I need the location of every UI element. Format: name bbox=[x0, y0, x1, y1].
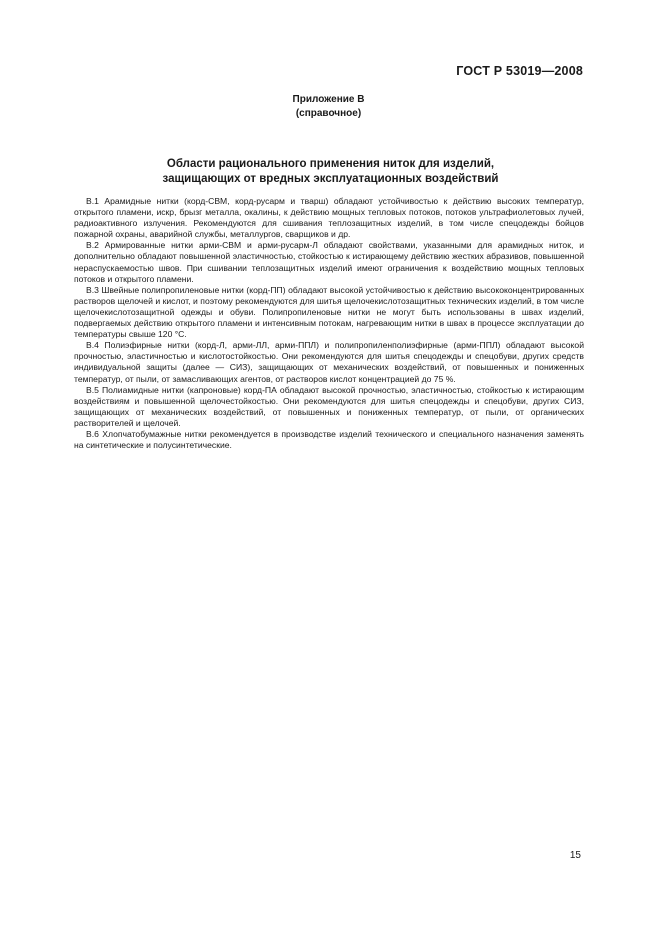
section-title bbox=[0, 157, 661, 186]
paragraph-b5: В.5 Полиамидные нитки (капроновые) корд-ПА обладают высокой прочностью, эластичностью, стойкостью к истирающим воздействиям и повышенной щелочестойкостью. Они рекомендуются для шитья спецодежды и спецобуви, других СИЗ, защищающих от механических воздействий, от повышенных и пониженных температур, от пыли, от органических растворителей и щелочей. bbox=[74, 384, 584, 428]
appendix-type: (справочное) bbox=[295, 108, 362, 119]
body-text bbox=[74, 196, 584, 451]
paragraph-b1: В.1 Арамидные нитки (корд-СВМ, корд-русарм и тварш) обладают устойчивостью к действию высоких температур, открытого пламени, искр, брызг металла, окалины, к действию мощных тепловых потоков, потоков ультрафиолетовых лучей, радиоактивного излучения. Рекомендуются для сшивания теплозащитных изделий, в том числе спецодежды бойцов пожарной охраны, аварийной службы, металлургов, сварщиков и др. bbox=[74, 196, 584, 240]
paragraph-b4: В.4 Полиэфирные нитки (корд-Л, арми-ЛЛ, арми-ППЛ) и полипропиленполиэфирные (арми-ППЛ) обладают высокой прочностью, эластичностью и кислотостойкостью. Они рекомендуются для шитья спецодежды и спецобуви, других средств индивидуальной защиты (далее — СИЗ), защищающих от механических воздействий, от повышенных и пониженных температур, от пыли, от замасливающих агентов, от растворов кислот концентрацией до 75 %. bbox=[74, 340, 584, 384]
paragraph-b6: В.6 Хлопчатобумажные нитки рекомендуется в производстве изделий технического и специального назначения заменять на синтетические и полусинтетические. bbox=[74, 428, 584, 451]
page-number: 15 bbox=[569, 850, 581, 861]
paragraph-b3: В.3 Швейные полипропиленовые нитки (корд-ПП) обладают высокой устойчивостью к действию высококонцентрированных растворов щелочей и кислот, и поэтому рекомендуются для шитья щелочекислотозащитных технических изделий, в том числе щелочекислотозащитной одежды и обуви. Полипропиленовые нитки не могут быть использованы в швах изделий, подвергаемых действию открытого пламени и интенсивным потокам, нагревающим нитки в швах в процессе эксплуатации до температуры свыше 120 °С. bbox=[74, 284, 584, 340]
paragraph-b2: В.2 Армированные нитки арми-СВМ и арми-русарм-Л обладают свойствами, указанными для арамидных ниток, и дополнительно обладают повышенной эластичностью, стойкостью к истирающему действию жестких абразивов, повышенной нераспускаемостью швов. При сшивании теплозащитных изделий имеют ограничения к воздействию мощных тепловых потоков и открытого пламени. bbox=[74, 240, 584, 284]
appendix-heading bbox=[0, 93, 661, 121]
appendix-label: Приложение В bbox=[292, 94, 365, 105]
section-title-line-2: защищающих от вредных эксплуатационных воздействий bbox=[162, 172, 499, 185]
section-title-line-1: Области рационального применения ниток для изделий, bbox=[166, 158, 495, 170]
document-code: ГОСТ Р 53019—2008 bbox=[456, 64, 583, 78]
